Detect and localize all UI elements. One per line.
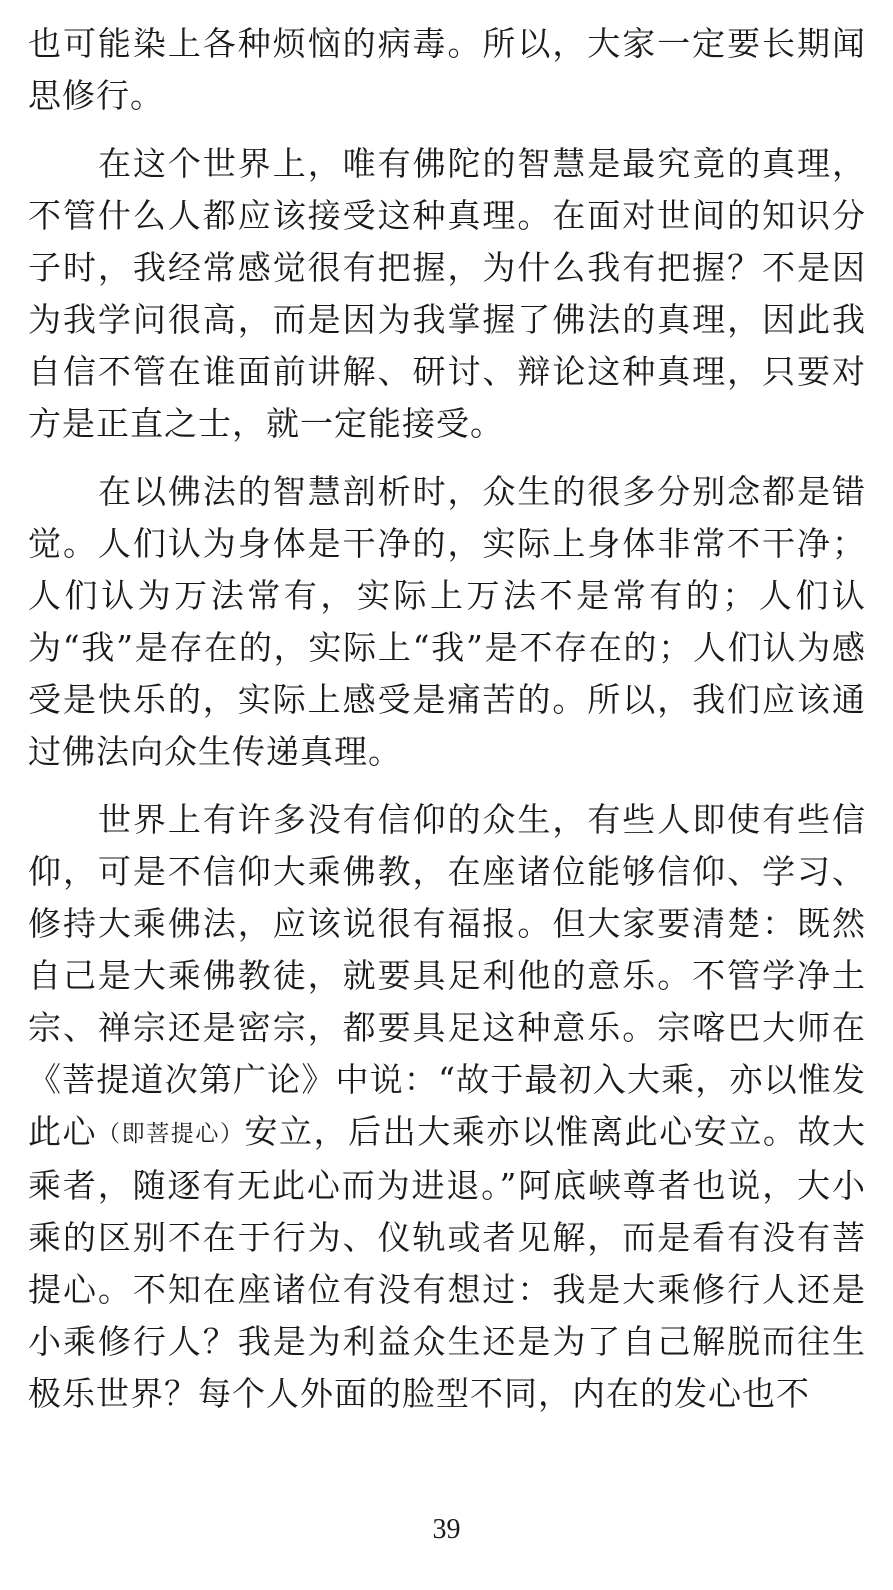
paragraph-4-text-before: 世界上有许多没有信仰的众生，有些人即使有些信仰，可是不信仰大乘佛教，在座诸位能够信仰、学习、修持大乘佛法，应该说很有福报。但大家要清楚：既然自己是大乘佛教徒，就要具足利他的意乐。不管学净土宗、禅宗还是密宗，都要具足这种意乐。宗喀巴大师在《菩提道次第广论》中说：“故于最初入大乘，亦以惟发此心 xyxy=(28,800,866,1151)
page-number: 39 xyxy=(432,1514,461,1545)
document-page xyxy=(28,0,866,1590)
paragraph-3: 在以佛法的智慧剖析时，众生的很多分别念都是错觉。人们认为身体是干净的，实际上身体非常不干净；人们认为万法常有，实际上万法不是常有的；人们认为“我”是存在的，实际上“我”是不存在的；人们认为感受是快乐的，实际上感受是痛苦的。所以，我们应该通过佛法向众生传递真理。 xyxy=(28,472,866,771)
paragraph-4-annotation: （即菩提心） xyxy=(97,1121,245,1147)
paragraph-2: 在这个世界上，唯有佛陀的智慧是最究竟的真理，不管什么人都应该接受这种真理。在面对世间的知识分子时，我经常感觉很有把握，为什么我有把握？不是因为我学问很高，而是因为我掌握了佛法的真理，因此我自信不管在谁面前讲解、研讨、辩论这种真理，只要对方是正直之士，就一定能接受。 xyxy=(28,144,866,443)
paragraph-1: 也可能染上各种烦恼的病毒。所以，大家一定要长期闻思修行。 xyxy=(28,24,866,115)
paragraph-4 xyxy=(28,794,866,1420)
paragraph-4-text-after: 安立，后出大乘亦以惟离此心安立。故大乘者，随逐有无此心而为进退。”阿底峡尊者也说，大小乘的区别不在于行为、仪轨或者见解，而是看有没有菩提心。不知在座诸位有没有想过：我是大乘修行人还是小乘修行人？我是为利益众生还是为了自己解脱而往生极乐世界？每个人外面的脸型不同，内在的发心也不 xyxy=(28,1112,867,1413)
